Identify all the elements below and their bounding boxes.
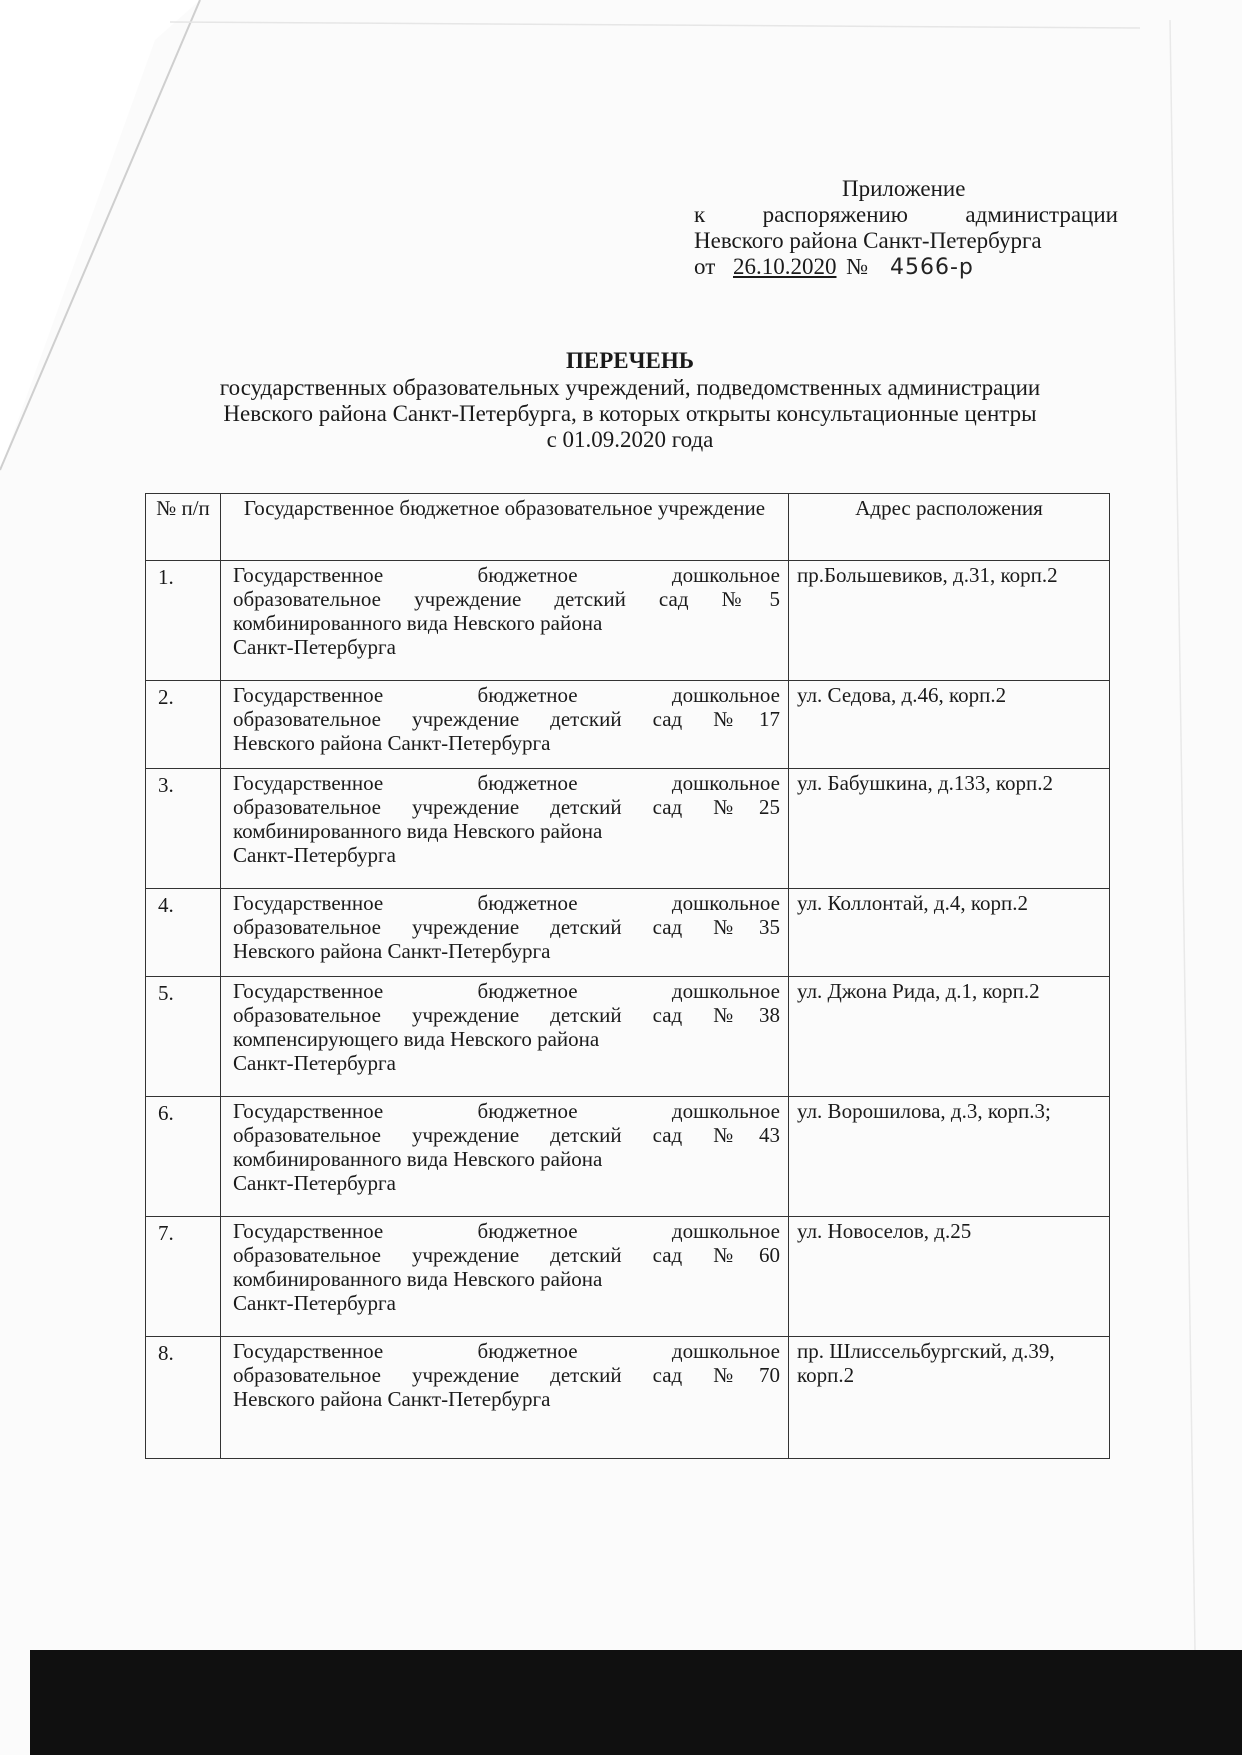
institution-name-line: Санкт-Петербурга (233, 635, 396, 659)
row-number: 3. (146, 769, 221, 889)
header-num: № п/п (146, 494, 221, 561)
institution-name (221, 1337, 789, 1459)
institution-name (221, 1097, 789, 1217)
institution-name-line: Государственное бюджетное дошкольное (233, 891, 780, 915)
order-date: 26.10.2020 (733, 254, 837, 279)
table-row (146, 977, 1110, 1097)
institution-address: ул. Бабушкина, д.133, корп.2 (789, 769, 1110, 889)
institution-address: пр. Шлиссельбургский, д.39, корп.2 (789, 1337, 1110, 1459)
row-number: 5. (146, 977, 221, 1097)
row-number: 4. (146, 889, 221, 977)
institution-name (221, 769, 789, 889)
from-label: от (694, 254, 716, 279)
institution-name (221, 977, 789, 1097)
document-subtitle-line: Невского района Санкт-Петербурга, в которых открыты консультационные центры (223, 401, 1037, 426)
institution-name-line: образовательное учреждение детский сад №70 (233, 1363, 780, 1387)
institution-name-line: Санкт-Петербурга (233, 1171, 396, 1195)
institution-name-line: Невского района Санкт-Петербурга (233, 1387, 551, 1411)
appendix-word: администрации (965, 202, 1118, 227)
institution-name-line: Государственное бюджетное дошкольное (233, 683, 780, 707)
table-row (146, 769, 1110, 889)
row-number: 1. (146, 561, 221, 681)
table-row (146, 561, 1110, 681)
appendix-word: к (694, 202, 706, 227)
institution-name-line: образовательное учреждение детский сад №25 (233, 795, 780, 819)
institution-name-line: Государственное бюджетное дошкольное (233, 1339, 780, 1363)
institution-address: ул. Новоселов, д.25 (789, 1217, 1110, 1337)
document-title: ПЕРЕЧЕНЬ (566, 348, 694, 373)
table-row (146, 1097, 1110, 1217)
table-row (146, 1217, 1110, 1337)
row-number: 6. (146, 1097, 221, 1217)
order-number: 4566-р (889, 255, 974, 280)
institution-address: ул. Седова, д.46, корп.2 (789, 681, 1110, 769)
institution-address: пр.Большевиков, д.31, корп.2 (789, 561, 1110, 681)
table-row (146, 1337, 1110, 1459)
institution-name-line: Государственное бюджетное дошкольное (233, 1099, 780, 1123)
institution-name-line: образовательное учреждение детский сад №38 (233, 1003, 780, 1027)
appendix-header (694, 176, 1118, 281)
institution-name-line: Невского района Санкт-Петербурга (233, 731, 551, 755)
row-number: 8. (146, 1337, 221, 1459)
row-number: 7. (146, 1217, 221, 1337)
institution-name-line: комбинированного вида Невского района (233, 819, 603, 843)
appendix-district: Невского района Санкт-Петербурга (694, 228, 1042, 253)
institution-name (221, 1217, 789, 1337)
table-body (146, 561, 1110, 1459)
institution-name-line: образовательное учреждение детский сад №35 (233, 915, 780, 939)
institution-name-line: компенсирующего вида Невского района (233, 1027, 600, 1051)
institution-name-line: Санкт-Петербурга (233, 1051, 396, 1075)
institution-name-line: комбинированного вида Невского района (233, 1147, 603, 1171)
institutions-table (145, 493, 1110, 1459)
institution-name-line: образовательное учреждение детский сад №17 (233, 707, 780, 731)
institution-name-line: Санкт-Петербурга (233, 1291, 396, 1315)
document-subtitle-line: государственных образовательных учреждений, подведомственных администрации (219, 375, 1041, 400)
institution-name (221, 889, 789, 977)
institution-name (221, 561, 789, 681)
appendix-date-number (694, 254, 1114, 281)
institution-address: ул. Джона Рида, д.1, корп.2 (789, 977, 1110, 1097)
document-title-block (150, 348, 1110, 453)
appendix-reference (694, 202, 1118, 228)
institution-name-line: комбинированного вида Невского района (233, 1267, 603, 1291)
institution-name-line: Государственное бюджетное дошкольное (233, 979, 780, 1003)
institution-address: ул. Ворошилова, д.3, корп.3; (789, 1097, 1110, 1217)
institution-name-line: Невского района Санкт-Петербурга (233, 939, 551, 963)
institution-name-line: комбинированного вида Невского района (233, 611, 603, 635)
institution-name (221, 681, 789, 769)
institution-name-line: образовательное учреждение детский сад №43 (233, 1123, 780, 1147)
institution-name-line: Государственное бюджетное дошкольное (233, 1219, 780, 1243)
header-institution: Государственное бюджетное образовательное учреждение (221, 494, 789, 561)
institution-address: ул. Коллонтай, д.4, корп.2 (789, 889, 1110, 977)
appendix-label: Приложение (842, 176, 966, 201)
institution-name-line: Государственное бюджетное дошкольное (233, 771, 780, 795)
document-subtitle-line: с 01.09.2020 года (546, 427, 714, 452)
table-row (146, 681, 1110, 769)
header-address: Адрес расположения (789, 494, 1110, 561)
scan-bottom-bar (30, 1650, 1242, 1755)
institution-name-line: образовательное учреждение детский сад №5 (233, 587, 780, 611)
institution-name-line: Государственное бюджетное дошкольное (233, 563, 780, 587)
table-header-row (146, 494, 1110, 561)
appendix-word: распоряжению (762, 202, 908, 227)
institution-name-line: образовательное учреждение детский сад №60 (233, 1243, 780, 1267)
row-number: 2. (146, 681, 221, 769)
institution-name-line: Санкт-Петербурга (233, 843, 396, 867)
table-row (146, 889, 1110, 977)
number-sign: № (846, 254, 869, 279)
